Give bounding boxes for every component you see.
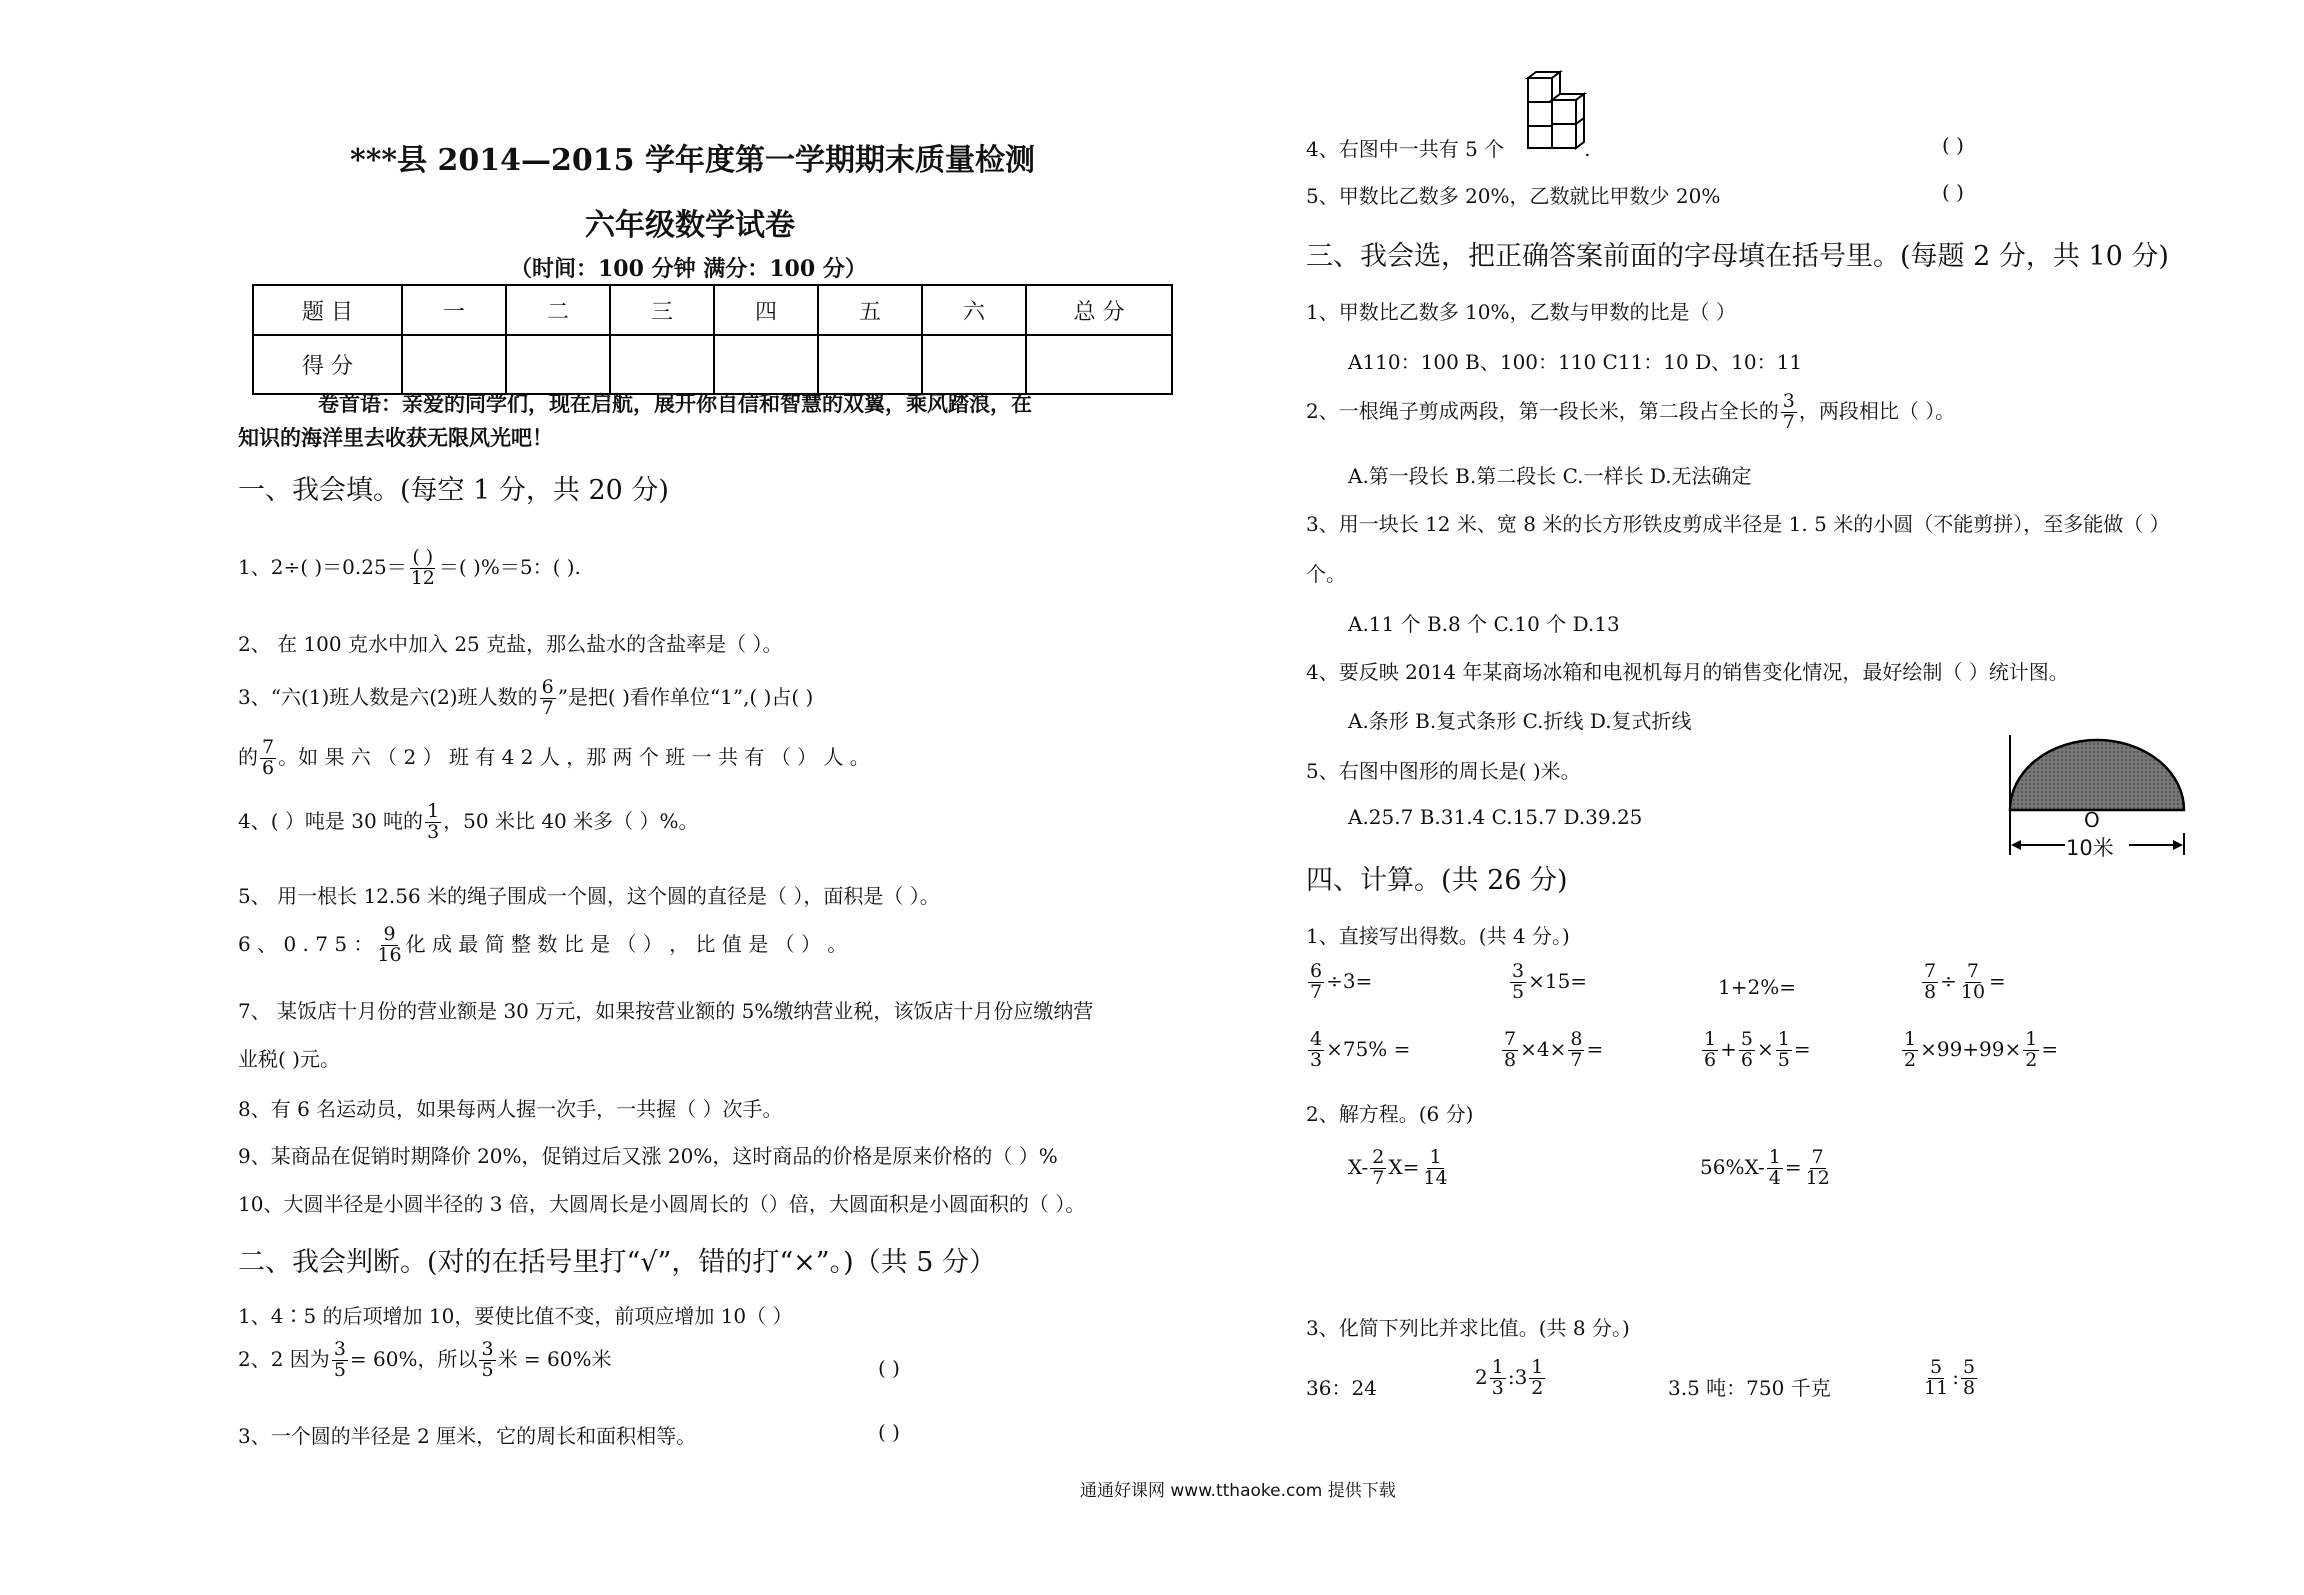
- score-cell[interactable]: [1026, 335, 1172, 394]
- score-header-cell: 题 目: [253, 285, 402, 335]
- question: 3、一个圆的半径是 2 厘米，它的周长和面积相等。: [238, 1424, 697, 1448]
- answer-paren[interactable]: ( ): [878, 1356, 900, 1380]
- score-header-cell: 三: [610, 285, 714, 335]
- exam-subtitle: 六年级数学试卷: [585, 208, 795, 243]
- preface-line: 卷首语：亲爱的同学们，现在启航，展开你自信和智慧的双翼，乘风踏浪，在: [318, 391, 1032, 416]
- score-cell[interactable]: [714, 335, 818, 394]
- options: A.11 个 B.8 个 C.10 个 D.13: [1348, 612, 1620, 636]
- question: 2、 在 100 克水中加入 25 克盐，那么盐水的含盐率是（ ）。: [238, 632, 783, 656]
- question: 5、右图中图形的周长是( )米。: [1306, 759, 1581, 783]
- question: 10、大圆半径是小圆半径的 3 倍，大圆周长是小圆周长的（）倍，大圆面积是小圆面积的（ ）。: [238, 1192, 1086, 1216]
- question: 的 $\frac{7}{6}$ 。如 果 六 （ 2 ） 班 有 4 2 人 ，那 两 个 班 一 共 有 （ ） 人 。: [238, 736, 870, 779]
- calc-item: $\frac{1}{6}$ + $\frac{5}{6}$ × $\frac{1}{5}$ =: [1704, 1028, 1811, 1071]
- equation: X- $\frac{2}{7}$ X= $\frac{1}{14}$: [1348, 1146, 1448, 1189]
- question: 8、有 6 名运动员，如果每两人握一次手，一共握（ ）次手。: [238, 1097, 783, 1121]
- score-header-cell: 六: [922, 285, 1026, 335]
- question: 3、“六(1)班人数是六(2)班人数的 $\frac{6}{7}$ ”是把( )看作单位“1”,( )占( ): [238, 676, 814, 719]
- score-header-cell: 五: [818, 285, 922, 335]
- score-row-label: 得 分: [253, 335, 402, 394]
- options: A.条形 B.复式条形 C.折线 D.复式折线: [1348, 709, 1692, 733]
- question: 业税( )元。: [238, 1047, 340, 1071]
- score-header-cell: 二: [506, 285, 610, 335]
- section-title: 四、计算。(共 26 分): [1306, 865, 1568, 896]
- options: A110：100 B、100：110 C11：10 D、10：11: [1348, 350, 1803, 374]
- page-footer: 通通好课网 www.tthaoke.com 提供下载: [1080, 1481, 1396, 1501]
- score-table: [252, 284, 1173, 395]
- ratio-item: 36：24: [1306, 1376, 1377, 1400]
- answer-paren[interactable]: ( ): [1942, 180, 1964, 204]
- ratio-item: 3.5 吨：750 千克: [1668, 1376, 1831, 1400]
- ratio-item: $\frac{5}{11}$ : $\frac{5}{8}$: [1924, 1356, 1976, 1399]
- question: 4、要反映 2014 年某商场冰箱和电视机每月的销售变化情况，最好绘制（ ）统计图。: [1306, 660, 2069, 684]
- score-header-cell: 四: [714, 285, 818, 335]
- subsection-title: 2、解方程。(6 分): [1306, 1102, 1474, 1126]
- calc-item: $\frac{7}{8}$ ×4× $\frac{8}{7}$ =: [1504, 1028, 1604, 1071]
- question: 4、( ）吨是 30 吨的 $\frac{1}{3}$ ，50 米比 40 米多（ ）%。: [238, 800, 699, 843]
- question: 1、甲数比乙数多 10%，乙数与甲数的比是（ ）: [1306, 300, 1736, 324]
- equation: 56%X- $\frac{1}{4}$ = $\frac{7}{12}$: [1700, 1146, 1830, 1189]
- question: 4、右图中一共有 5 个 .: [1306, 137, 1591, 161]
- question: 个。: [1306, 562, 1346, 586]
- score-cell[interactable]: [506, 335, 610, 394]
- answer-paren[interactable]: ( ): [878, 1420, 900, 1444]
- section-title: 一、我会填。(每空 1 分，共 20 分): [238, 475, 669, 506]
- calc-item: $\frac{6}{7}$ ÷3=: [1310, 960, 1373, 1003]
- exam-title: ***县 2014—2015 学年度第一学期期末质量检测: [350, 143, 1035, 178]
- score-cell[interactable]: [922, 335, 1026, 394]
- preface-line: 知识的海洋里去收获无限风光吧！: [238, 425, 553, 450]
- question: 7、 某饭店十月份的营业额是 30 万元，如果按营业额的 5%缴纳营业税，该饭店十月份应缴纳营: [238, 999, 1094, 1023]
- question: 5、甲数比乙数多 20%，乙数就比甲数少 20%: [1306, 184, 1721, 208]
- section-title: 二、我会判断。(对的在括号里打“√”，错的打“×”。)（共 5 分）: [238, 1247, 996, 1278]
- calc-item: $\frac{1}{2}$ ×99+99× $\frac{1}{2}$ =: [1904, 1028, 2059, 1071]
- figure-center-label: O: [2084, 808, 2100, 832]
- calc-item: $\frac{3}{5}$ ×15=: [1512, 960, 1588, 1003]
- figure-dimension-label: 10米: [2066, 836, 2114, 860]
- question: 1、4∶5 的后项增加 10，要使比值不变，前项应增加 10（ ）: [238, 1304, 793, 1328]
- score-cell[interactable]: [610, 335, 714, 394]
- question: 6 、 0 . 7 5 ： $\frac{9}{16}$ 化 成 最 简 整 数 比 是 （ ） ， 比 值 是 （ ） 。: [238, 923, 848, 966]
- score-cell[interactable]: [818, 335, 922, 394]
- answer-paren[interactable]: ( ): [1942, 133, 1964, 157]
- calc-item: $\frac{7}{8}$ ÷ $\frac{7}{10}$ =: [1924, 960, 2006, 1003]
- question: 2、2 因为 $\frac{3}{5}$ = 60%，所以 $\frac{3}{5}$ 米 = 60%米: [238, 1338, 612, 1381]
- question: 2、一根绳子剪成两段，第一段长米，第二段占全长的 $\frac{3}{7}$ ，两段相比（ ）。: [1306, 390, 1956, 433]
- question: 3、用一块长 12 米、宽 8 米的长方形铁皮剪成半径是 1. 5 米的小圆（不能剪拼），至多能做（ ）: [1306, 512, 2170, 536]
- question: 5、 用一根长 12.56 米的绳子围成一个圆，这个圆的直径是（ ），面积是（ ）。: [238, 884, 940, 908]
- options: A.25.7 B.31.4 C.15.7 D.39.25: [1348, 805, 1643, 829]
- calc-item: $\frac{4}{3}$ ×75% =: [1310, 1028, 1411, 1071]
- ratio-item: 2 $\frac{1}{3}$ :3 $\frac{1}{2}$: [1475, 1356, 1544, 1399]
- question: 9、某商品在促销时期降价 20%，促销过后又涨 20%，这时商品的价格是原来价格的（ ）%: [238, 1144, 1058, 1168]
- subsection-title: 3、化简下列比并求比值。(共 8 分。): [1306, 1316, 1630, 1340]
- options: A.第一段长 B.第二段长 C.一样长 D.无法确定: [1348, 464, 1752, 488]
- subsection-title: 1、直接写出得数。(共 4 分。): [1306, 924, 1570, 948]
- exam-meta: （时间：100 分钟 满分：100 分）: [510, 256, 867, 282]
- section-title: 三、我会选，把正确答案前面的字母填在括号里。(每题 2 分，共 10 分): [1306, 241, 2169, 272]
- calc-item: 1+2%=: [1718, 975, 1796, 999]
- score-header-cell: 一: [402, 285, 506, 335]
- score-cell[interactable]: [402, 335, 506, 394]
- question: 1、2÷( )＝0.25＝ $\frac{( )}{12}$ ＝( )%＝5：( ).: [238, 546, 581, 589]
- score-header-cell: 总 分: [1026, 285, 1172, 335]
